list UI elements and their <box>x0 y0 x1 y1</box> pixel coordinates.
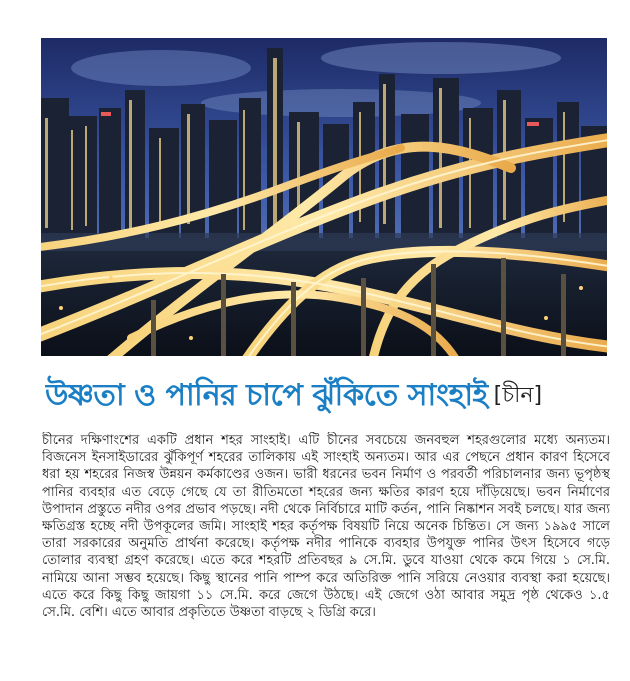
article-body: চীনের দক্ষিণাংশের একটি প্রধান শহর সাংহাই। এটি চীনের সবচেয়ে জনবহুল শহরগুলোর মধ্যে অন্যতম। বিজনেস ইনসাইডারের ঝুঁকিপূর্ণ শহরের তালিকায় এই সাংহাই অন্যতম। আর এর পেছনে প্রধান কারণ হিসেবে ধরা হয় শহরের নিজস্ব উন্নয়ন কর্মকাণ্ডের ওজন। ভারী ধরনের ভবন নির্মাণ ও পরবর্তী পরিচালনার জন্য ভূপৃষ্ঠস্থ পানির ব্যবহার এত বেড়ে গেছে যে তা রীতিমতো শহরের জন্য ক্ষতির কারণ হয়ে দাঁড়িয়েছে। ভবন নির্মাণের উপাদান প্রস্তুতে নদীর ওপর প্রভাব পড়ছে। নদী থেকে নির্বিচারে মাটি কর্তন, পানি নিষ্কাশন সবই চলছে। যার জন্য ক্ষতিগ্রস্ত হচ্ছে নদী উপকূলের জমি। সাংহাই শহর কর্তৃপক্ষ বিষয়টি নিয়ে অনেক চিন্তিত। সে জন্য ১৯৯৫ সালে তারা সরকারের অনুমতি প্রার্থনা করেছে। কর্তৃপক্ষ নদীর পানিকে ব্যবহার উপযুক্ত পানির উৎস হিসেবে গড়ে তোলার ব্যবস্থা গ্রহণ করেছে। এতে করে শহরটি প্রতিবছর ৯ সে.মি. ডুবে যাওয়া থেকে কমে গিয়ে ১ সে.মি. নামিয়ে আনা সম্ভব হয়েছে। কিছু স্থানের পানি পাম্প করে অতিরিক্ত পানি সরিয়ে নেওয়ার ব্যবস্থা করা হয়েছে। এতে করে কিছু কিছু জায়গা ১১ সে.মি. করে জেগে উঠছে। এই জেগে ওঠা আবার সমুদ্র পৃষ্ঠ থেকেও ১.৫ সে.মি. বেশি। এতে আবার প্রকৃতিতে উষ্ণতা বাড়ছে ২ ডিগ্রি করে। <box>42 433 610 621</box>
shanghai-night-highway-image <box>41 38 607 356</box>
headline <box>45 370 610 422</box>
headline-title: উষ্ণতা ও পানির চাপে ঝুঁকিতে সাংহাই <box>45 378 488 413</box>
location-tag: [চীন] <box>493 383 543 408</box>
article-photo <box>41 38 607 356</box>
